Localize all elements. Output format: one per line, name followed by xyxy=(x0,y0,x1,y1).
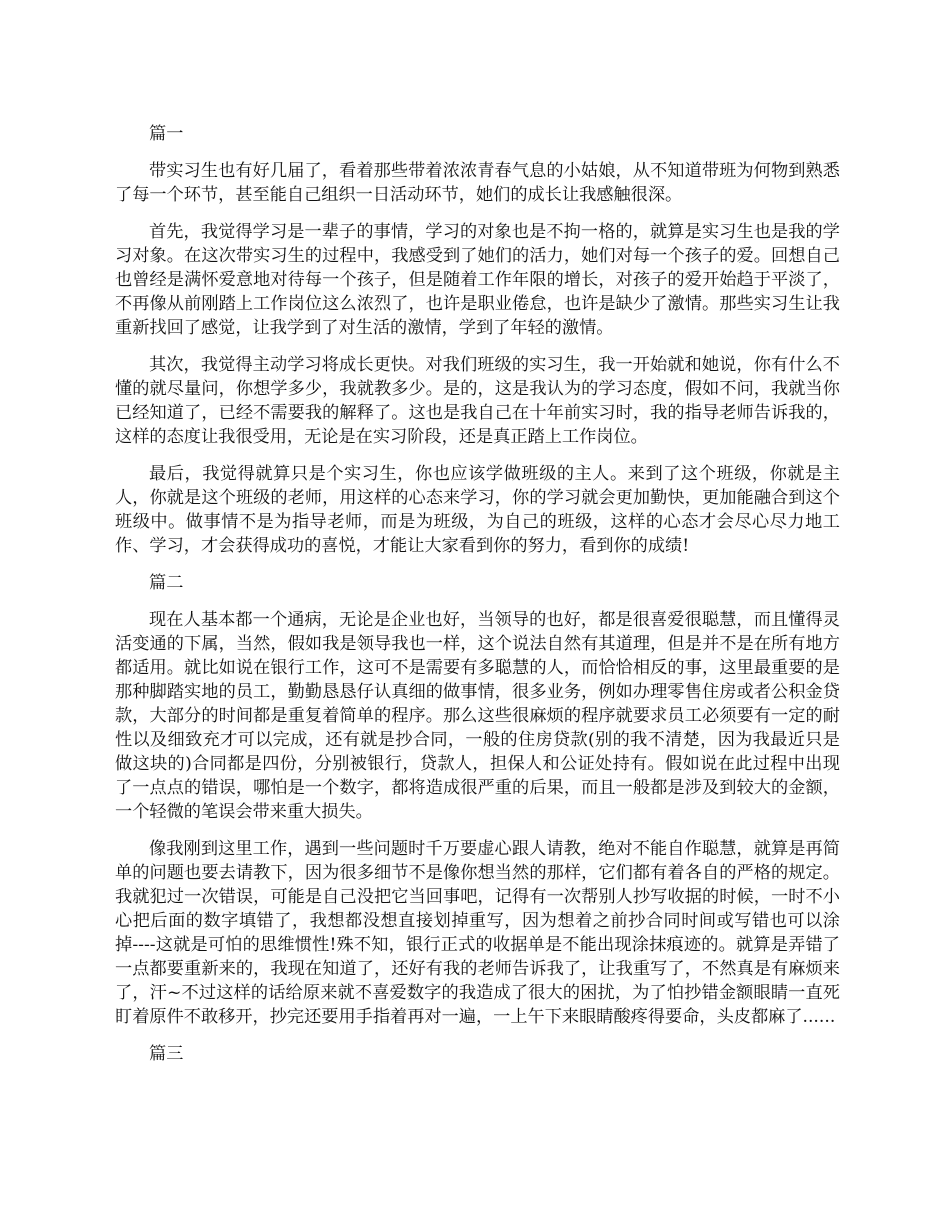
paragraph: 其次，我觉得主动学习将成长更快。对我们班级的实习生，我一开始就和她说，你有什么不懂的就尽量问，你想学多少，我就教多少。是的，这是我认为的学习态度，假如不问，我就当你已经知道了，已经不需要我的解释了。这也是我自己在十年前实习时，我的指导老师告诉我的，这样的态度让我很受用，无论是在实习阶段，还是真正踏上工作岗位。 xyxy=(115,355,840,447)
section-heading: 篇三 xyxy=(149,1044,184,1064)
document-body xyxy=(115,122,840,1079)
section-heading: 篇一 xyxy=(149,124,184,144)
section-3 xyxy=(115,1042,840,1066)
paragraph: 最后，我觉得就算只是个实习生，你也应该学做班级的主人。来到了这个班级，你就是主人，你就是这个班级的老师，用这样的心态来学习，你的学习就会更加勤快，更加能融合到这个班级中。做事情不是为指导老师，而是为班级，为自己的班级，这样的心态才会尽心尽力地工作、学习，才会获得成功的喜悦，才能让大家看到你的努力，看到你的成绩! xyxy=(115,464,840,556)
paragraph: 带实习生也有好几届了，看着那些带着浓浓青春气息的小姑娘，从不知道带班为何物到熟悉了每一个环节，甚至能自己组织一日活动环节，她们的成长让我感触很深。 xyxy=(115,161,840,205)
section-heading: 篇二 xyxy=(149,573,184,593)
section-2 xyxy=(115,571,840,1029)
paragraph: 现在人基本都一个通病，无论是企业也好，当领导的也好，都是很喜爱很聪慧，而且懂得灵活变通的下属，当然，假如我是领导我也一样，这个说法自然有其道理，但是并不是在所有地方都适用。就比如说在银行工作，这可不是需要有多聪慧的人，而恰恰相反的事，这里最重要的是那种脚踏实地的员工，勤勤恳恳仔认真细的做事情，很多业务，例如办理零售住房或者公积金贷款，大部分的时间都是重复着简单的程序。那么这些很麻烦的程序就要求员工必须要有一定的耐性以及细致充才可以完成，还有就是抄合同，一般的住房贷款(别的我不清楚，因为我最近只是做这块的)合同都是四份，分别被银行，贷款人，担保人和公证处持有。假如说在此过程中出现了一点点的错误，哪怕是一个数字，都将造成很严重的后果，而且一般都是涉及到较大的金额，一个轻微的笔误会带来重大损失。 xyxy=(115,610,840,822)
paragraph: 像我刚到这里工作，遇到一些问题时千万要虚心跟人请教，绝对不能自作聪慧，就算是再简单的问题也要去请教下，因为很多细节不是像你想当然的那样，它们都有着各自的严格的规定。我就犯过一次错误，可能是自己没把它当回事吧，记得有一次帮别人抄写收据的时候，一时不小心把后面的数字填错了，我想都没想直接划掉重写，因为想着之前抄合同时间或写错也可以涂掉----这就是可怕的思维惯性!殊不知，银行正式的收据单是不能出现涂抹痕迹的。就算是弄错了一点都要重新来的，我现在知道了，还好有我的老师告诉我了，让我重写了，不然真是有麻烦来了，汗~不过这样的话给原来就不喜爱数字的我造成了很大的困扰，为了怕抄错金额眼睛一直死盯着原件不敢移开，抄完还要用手指着再对一遍，一上午下来眼睛酸疼得要命，头皮都麻了...... xyxy=(115,839,840,1027)
section-1 xyxy=(115,122,840,558)
paragraph: 首先，我觉得学习是一辈子的事情，学习的对象也是不拘一格的，就算是实习生也是我的学习对象。在这次带实习生的过程中，我感受到了她们的活力，她们对每一个孩子的爱。回想自己也曾经是满怀爱意地对待每一个孩子，但是随着工作年限的增长，对孩子的爱开始趋于平淡了，不再像从前刚踏上工作岗位这么浓烈了，也许是职业倦怠，也许是缺少了激情。那些实习生让我重新找回了感觉，让我学到了对生活的激情，学到了年轻的激情。 xyxy=(115,222,840,338)
